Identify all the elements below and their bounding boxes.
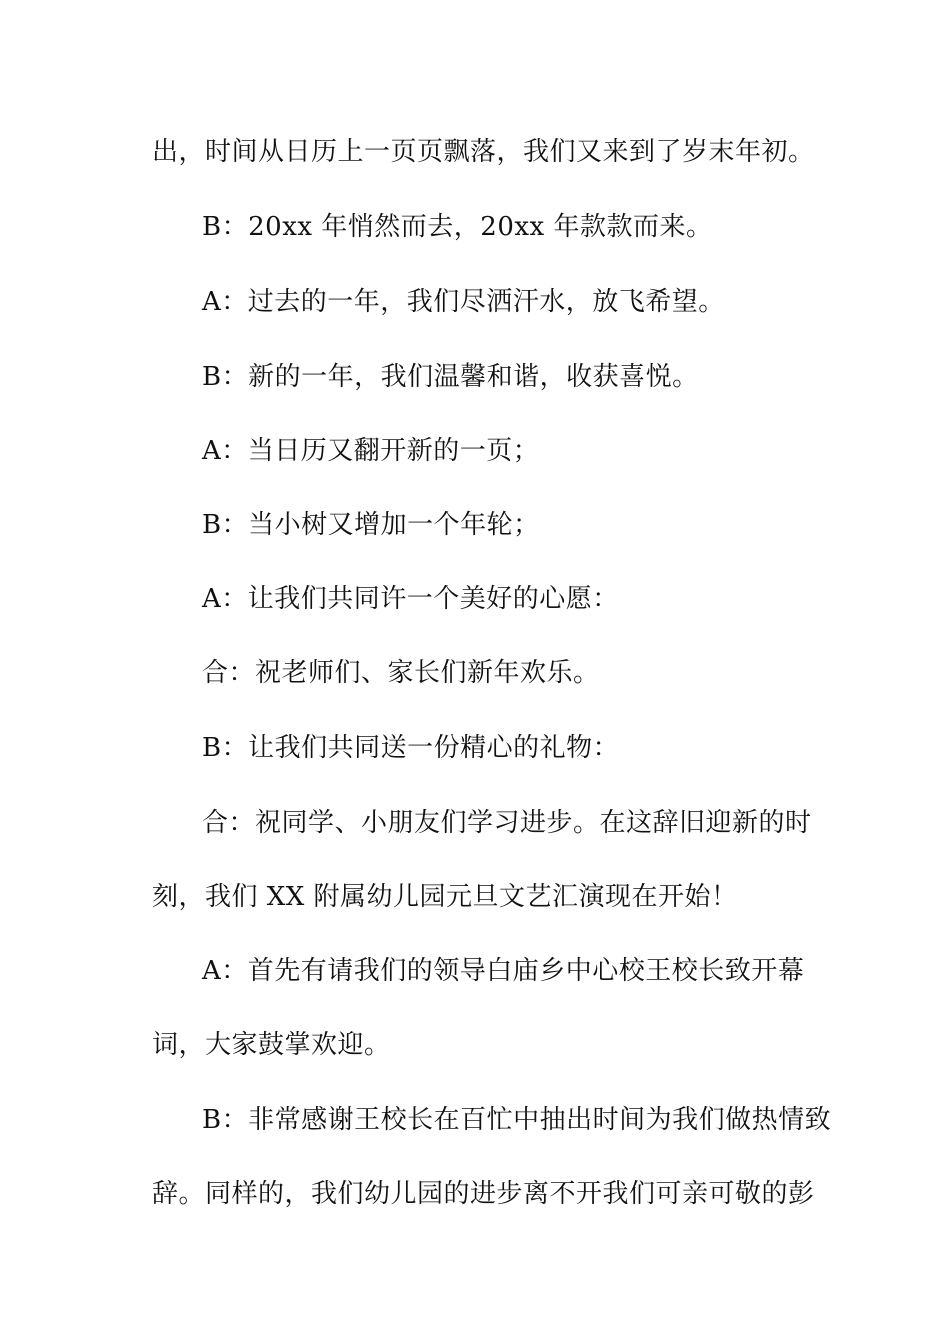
- paragraph-line: 辞。同样的，我们幼儿园的进步离不开我们可亲可敬的彭: [152, 1179, 815, 1209]
- paragraph-line: 出，时间从日历上一页页飘落，我们又来到了岁末年初。: [152, 137, 815, 167]
- paragraph-line: 合：祝同学、小朋友们学习进步。在这辞旧迎新的时: [202, 808, 812, 838]
- paragraph-line: B：让我们共同送一份精心的礼物：: [202, 733, 620, 763]
- paragraph-line: 词，大家鼓掌欢迎。: [152, 1030, 391, 1060]
- paragraph-line: 合：祝老师们、家长们新年欢乐。: [202, 658, 600, 688]
- paragraph-line: B：新的一年，我们温馨和谐，收获喜悦。: [202, 362, 699, 392]
- paragraph-line: 刻，我们 XX 附属幼儿园元旦文艺汇演现在开始！: [152, 882, 738, 912]
- paragraph-line: A：让我们共同许一个美好的心愿：: [202, 584, 619, 614]
- paragraph-line: B：非常感谢王校长在百忙中抽出时间为我们做热情致: [202, 1105, 832, 1135]
- paragraph-line: A：过去的一年，我们尽洒汗水，放飞希望。: [202, 287, 725, 317]
- paragraph-line: B：当小树又增加一个年轮；: [202, 510, 540, 540]
- paragraph-line: A：当日历又翻开新的一页；: [202, 436, 540, 466]
- paragraph-line: B：20xx 年悄然而去，20xx 年款款而来。: [202, 212, 713, 242]
- paragraph-line: A：首先有请我们的领导白庙乡中心校王校长致开幕: [202, 956, 805, 986]
